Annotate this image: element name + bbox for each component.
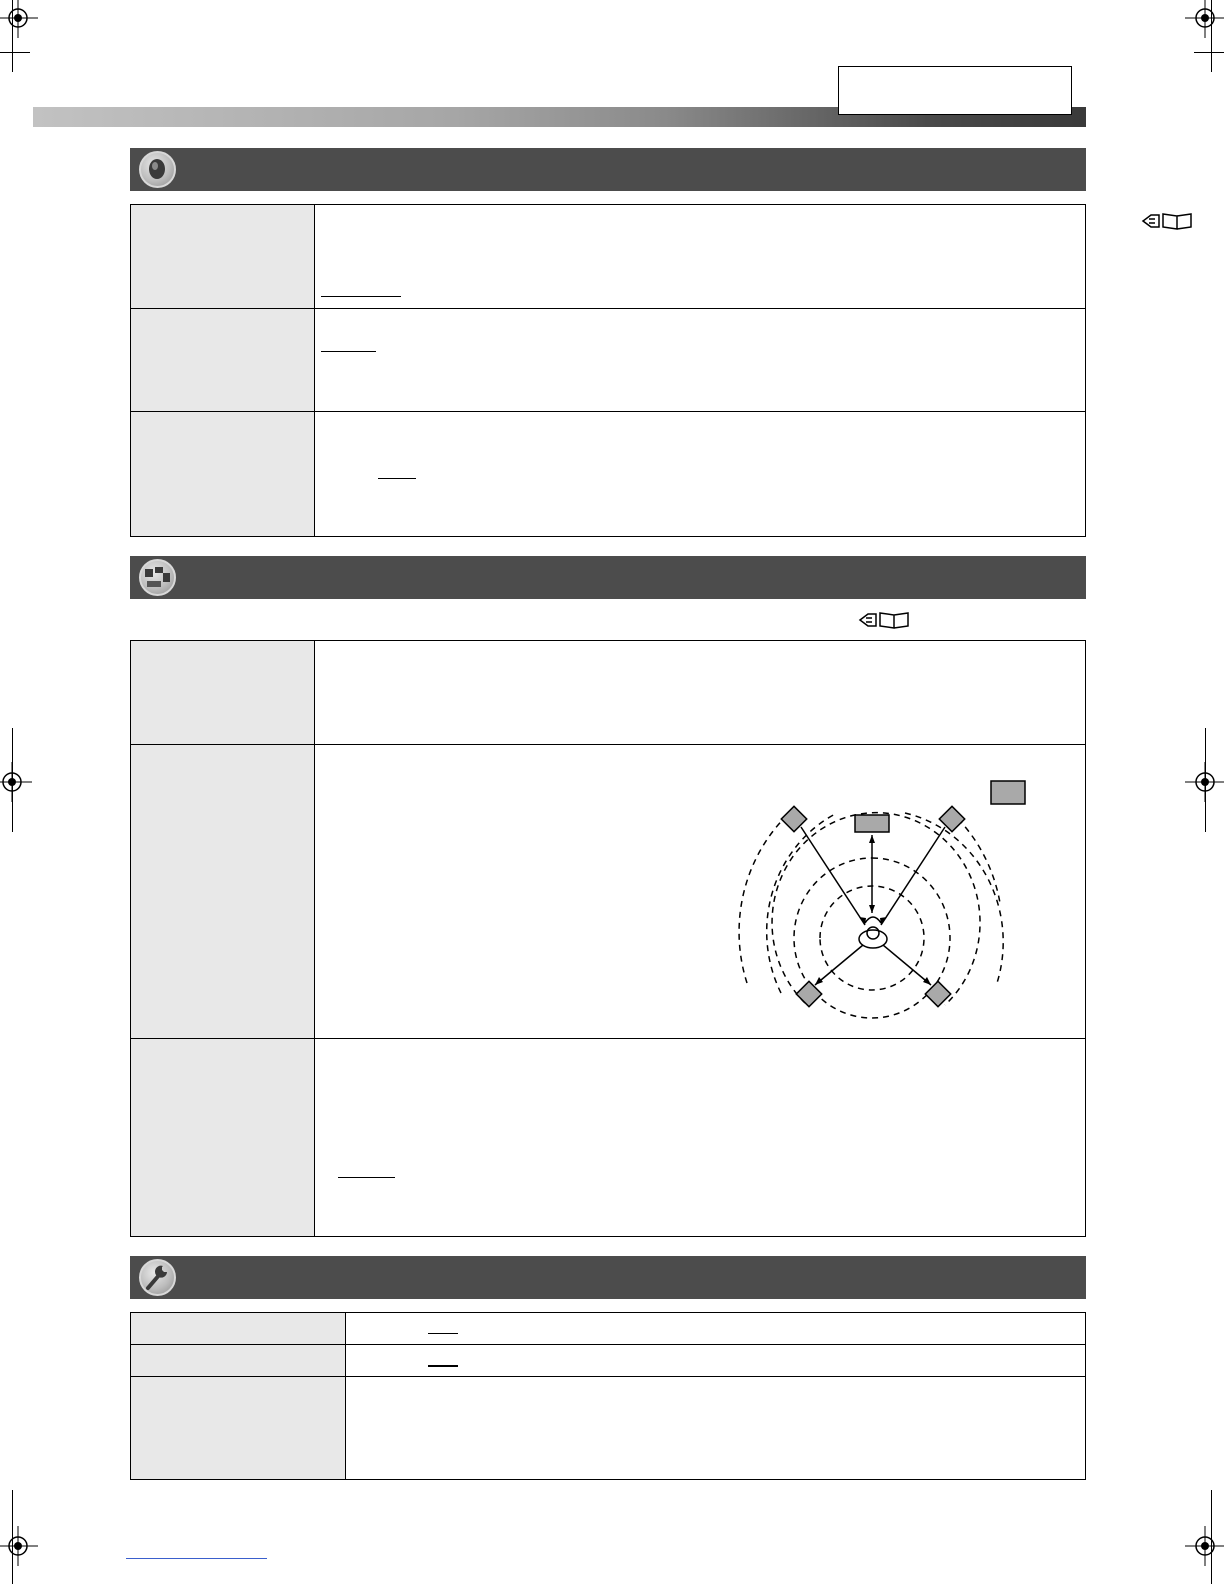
default-value-underline bbox=[428, 1365, 458, 1367]
page-reference-icon bbox=[1141, 211, 1193, 231]
table-row bbox=[131, 1313, 1086, 1345]
trim-mark bbox=[1211, 1490, 1212, 1584]
registration-mark bbox=[1185, 0, 1224, 38]
trim-mark bbox=[12, 728, 13, 832]
default-value-underline bbox=[321, 296, 401, 297]
wrench-icon bbox=[139, 1259, 176, 1296]
speaker-icon bbox=[139, 151, 176, 188]
row-value-cell bbox=[315, 309, 1086, 412]
registration-mark bbox=[0, 1526, 38, 1566]
table-row bbox=[131, 1039, 1086, 1237]
row-value-cell bbox=[315, 745, 1086, 1039]
section-header-sound bbox=[130, 148, 1086, 191]
speaker-setup-icon bbox=[139, 559, 176, 596]
sound-settings-table bbox=[130, 204, 1086, 537]
registration-mark bbox=[0, 762, 32, 802]
default-value-underline bbox=[428, 1333, 458, 1334]
trim-mark bbox=[1194, 52, 1224, 53]
chapter-tab-box bbox=[838, 66, 1072, 115]
footer-link-underline[interactable] bbox=[126, 1558, 267, 1559]
section-header-speaker-setting bbox=[130, 556, 1086, 599]
row-label-cell bbox=[131, 641, 315, 745]
row-value-cell bbox=[346, 1377, 1086, 1480]
page-reference-icon bbox=[858, 610, 910, 630]
default-value-underline bbox=[378, 478, 416, 479]
row-value-cell bbox=[346, 1313, 1086, 1345]
table-row bbox=[131, 1377, 1086, 1480]
table-row bbox=[131, 309, 1086, 412]
speaker-distance-diagram bbox=[735, 773, 1035, 1023]
trim-mark bbox=[1211, 0, 1212, 72]
section-header-others bbox=[130, 1256, 1086, 1299]
trim-mark bbox=[12, 1490, 13, 1584]
row-label-cell bbox=[131, 745, 315, 1039]
registration-mark bbox=[1185, 1526, 1224, 1566]
table-row bbox=[131, 745, 1086, 1039]
table-row bbox=[131, 641, 1086, 745]
trim-mark bbox=[0, 52, 30, 53]
row-label-cell bbox=[131, 412, 315, 537]
row-label-cell bbox=[131, 1377, 346, 1480]
row-label-cell bbox=[131, 309, 315, 412]
trim-mark bbox=[1205, 728, 1206, 832]
trim-mark bbox=[12, 0, 13, 72]
row-value-cell bbox=[315, 1039, 1086, 1237]
row-value-cell bbox=[315, 412, 1086, 537]
default-value-underline bbox=[321, 351, 376, 352]
row-label-cell bbox=[131, 1345, 346, 1377]
row-label-cell bbox=[131, 1039, 315, 1237]
row-label-cell bbox=[131, 1313, 346, 1345]
table-row bbox=[131, 412, 1086, 537]
row-value-cell bbox=[315, 205, 1086, 309]
registration-mark bbox=[0, 0, 38, 38]
speaker-settings-table bbox=[130, 640, 1086, 1237]
row-label-cell bbox=[131, 205, 315, 309]
table-row bbox=[131, 1345, 1086, 1377]
default-value-underline bbox=[338, 1177, 395, 1178]
other-settings-table bbox=[130, 1312, 1086, 1480]
row-value-cell bbox=[315, 641, 1086, 745]
row-value-cell bbox=[346, 1345, 1086, 1377]
table-row bbox=[131, 205, 1086, 309]
